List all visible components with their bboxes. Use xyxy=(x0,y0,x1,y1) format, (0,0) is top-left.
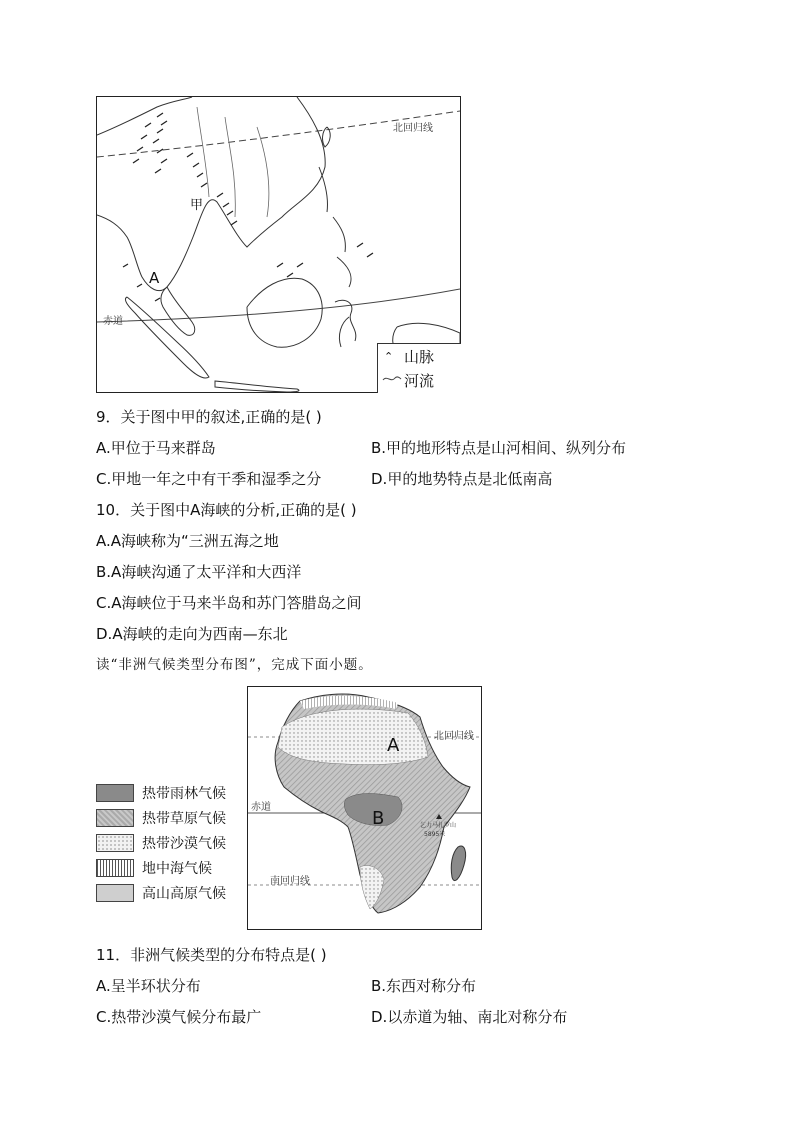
sulawesi-island xyxy=(335,300,356,347)
q10-stem: 10．关于图中A海峡的分析,正确的是( ) xyxy=(96,501,357,519)
legend-swatch-highland xyxy=(96,884,134,902)
southeast-asia-map xyxy=(96,96,461,393)
section-intro: 读“非洲气候类型分布图”，完成下面小题。 xyxy=(96,657,373,673)
legend-item-highland xyxy=(96,883,226,903)
map-legend xyxy=(377,343,461,393)
mountain-icon: ⌃ xyxy=(384,350,394,363)
map-label-equator: 赤道 xyxy=(103,316,123,327)
legend-label-highland: 高山高原气候 xyxy=(142,886,226,902)
q10-option-d: D.A海峡的走向为西南—东北 xyxy=(96,625,288,643)
q9-option-a: A.甲位于马来群岛 xyxy=(96,439,216,457)
legend-river-label: 河流 xyxy=(404,372,435,390)
africa-climate-map xyxy=(247,686,482,930)
borneo-island xyxy=(247,278,322,347)
mainland-coastline xyxy=(97,97,325,291)
equator-line xyxy=(97,289,460,322)
region-label-a: A xyxy=(387,735,400,756)
map-label-strait-a: A xyxy=(149,269,160,287)
map-label-equator: 赤道 xyxy=(251,802,271,813)
malay-peninsula xyxy=(161,287,195,335)
legend-swatch-rainforest xyxy=(96,784,134,802)
map-label-tropic-of-capricorn: 南回归线 xyxy=(270,876,310,887)
legend-swatch-savanna xyxy=(96,809,134,827)
q9-stem: 9．关于图中甲的叙述,正确的是( ) xyxy=(96,408,322,426)
q11-option-b: B.东西对称分布 xyxy=(371,977,477,995)
legend-label-savanna: 热带草原气候 xyxy=(142,811,226,827)
map-label-kilimanjaro-height: 5895米 xyxy=(424,831,446,838)
java-island xyxy=(215,381,299,392)
rivers xyxy=(197,107,269,217)
q9-option-c: C.甲地一年之中有干季和湿季之分 xyxy=(96,470,322,488)
q10-option-a: A.A海峡称为“三洲五海之地 xyxy=(96,532,279,550)
map-label-tropic-of-cancer: 北回归线 xyxy=(393,123,433,134)
legend-item-rainforest xyxy=(96,783,226,803)
philippines-islands xyxy=(319,167,351,287)
q11-option-d: D.以赤道为轴、南北对称分布 xyxy=(371,1008,568,1026)
legend-label-mediterranean: 地中海气候 xyxy=(142,861,212,877)
legend-swatch-mediterranean xyxy=(96,859,134,877)
legend-item-desert xyxy=(96,833,226,853)
madagascar-island xyxy=(451,846,465,881)
legend-label-desert: 热带沙漠气候 xyxy=(142,836,226,852)
tropic-of-cancer-line xyxy=(97,111,460,157)
river-icon xyxy=(382,374,402,384)
sumatra-island xyxy=(125,297,209,378)
map-label-tropic-of-cancer: 北回归线 xyxy=(434,731,474,742)
legend-label-rainforest: 热带雨林气候 xyxy=(142,786,226,802)
q11-stem: 11．非洲气候类型的分布特点是( ) xyxy=(96,946,327,964)
map-label-kilimanjaro: 乞力马扎罗山 xyxy=(420,822,457,829)
legend-swatch-desert xyxy=(96,834,134,852)
q9-option-b: B.甲的地形特点是山河相间、纵列分布 xyxy=(371,439,627,457)
legend-item-mediterranean xyxy=(96,858,212,878)
q10-option-b: B.A海峡沟通了太平洋和大西洋 xyxy=(96,563,302,581)
legend-item-savanna xyxy=(96,808,226,828)
legend-mountain-label: 山脉 xyxy=(404,348,435,366)
map-label-jia: 甲 xyxy=(190,198,204,213)
africa-climate-drawing xyxy=(248,687,481,929)
q11-option-a: A.呈半环状分布 xyxy=(96,977,201,995)
mountain-hatching xyxy=(123,113,373,301)
region-label-b: B xyxy=(372,808,385,829)
q9-option-d: D.甲的地势特点是北低南高 xyxy=(371,470,553,488)
q10-option-c: C.A海峡位于马来半岛和苏门答腊岛之间 xyxy=(96,594,362,612)
q11-option-c: C.热带沙漠气候分布最广 xyxy=(96,1008,262,1026)
